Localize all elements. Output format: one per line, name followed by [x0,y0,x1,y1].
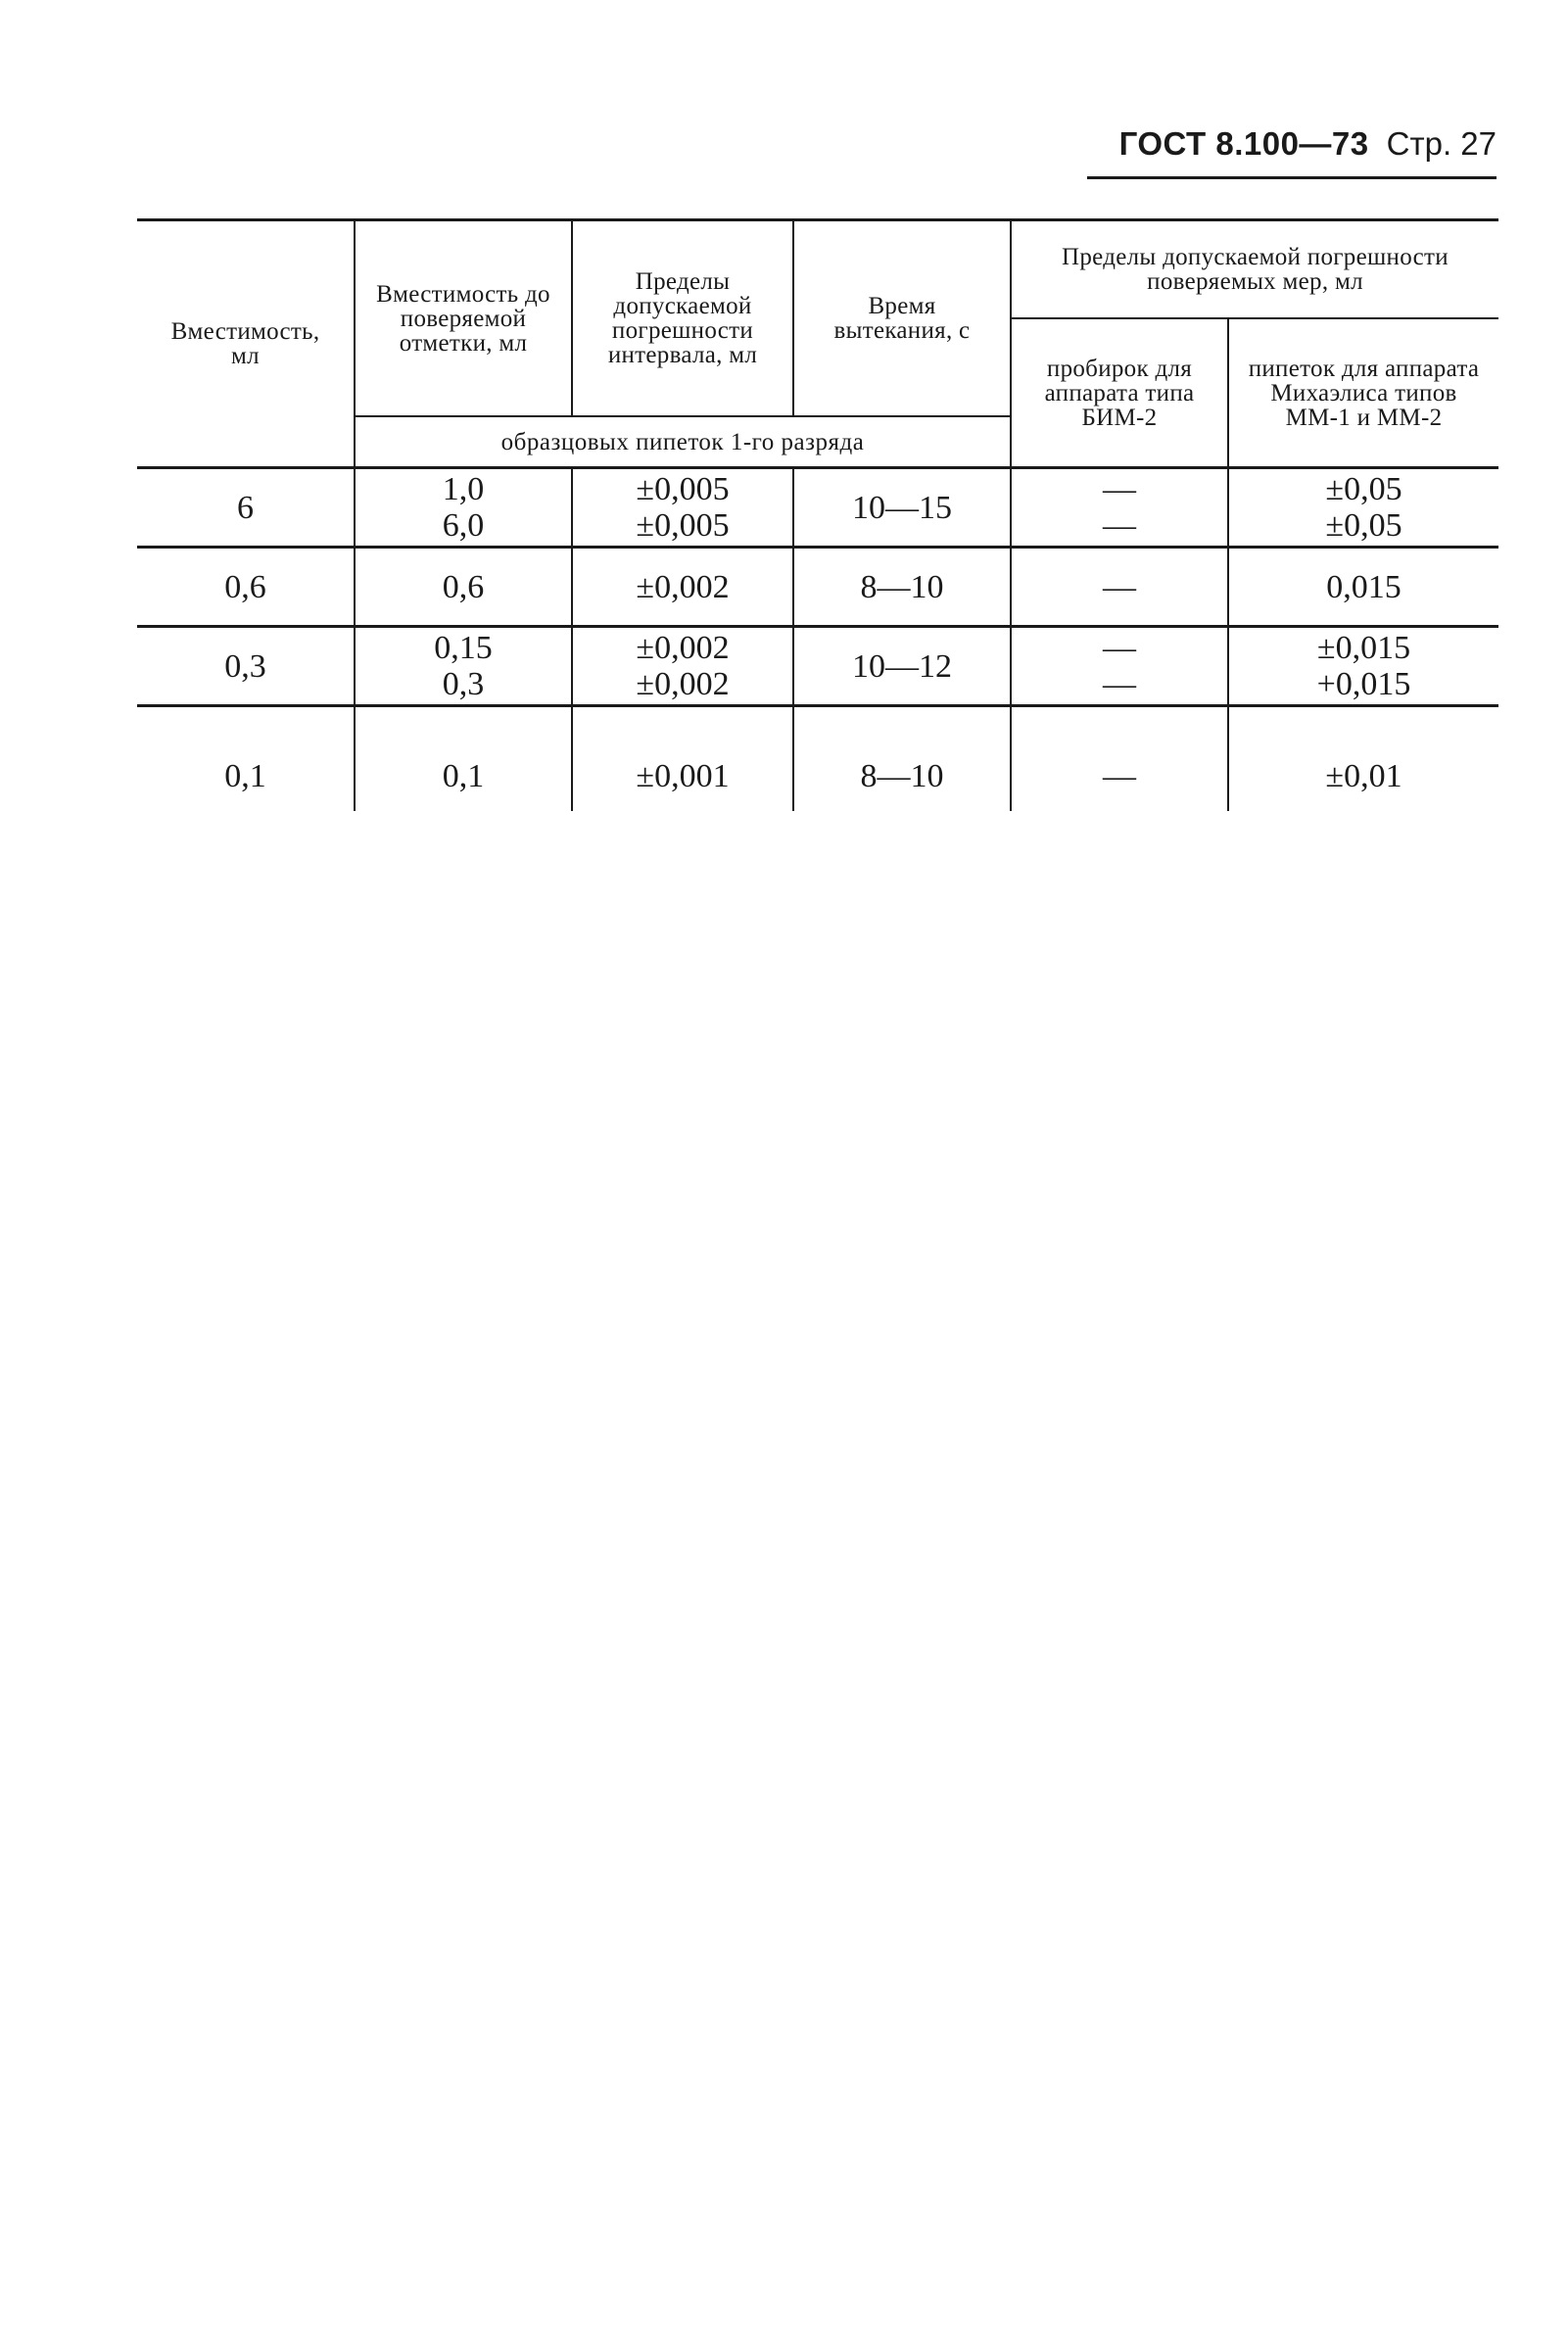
cell-value: 0,6 [442,568,485,605]
cell-value: ±0,002 [636,666,730,702]
col-header-outflow-time-label: Время вытекания, с [833,293,971,344]
table-body [137,468,1498,812]
cell-value: 0,15 [434,630,493,666]
table-row [137,706,1498,812]
cell-value: ±0,001 [636,757,730,794]
table-header [137,220,1498,468]
cell-capacity: 0,3 [137,627,355,706]
cell-value: 0,015 [1326,568,1402,605]
cell-pipettes [1228,468,1498,548]
col-header-pipettes-label: пипеток для аппарата Михаэлиса типов ММ-1 и ММ-2 [1248,355,1480,431]
cell-tubes [1011,548,1228,627]
col-header-pipettes [1228,318,1498,468]
cell-value: ±0,002 [636,568,730,605]
cell-tubes [1011,627,1228,706]
cell-tubes [1011,706,1228,812]
cell-tubes [1011,468,1228,548]
cell-capacity: 6 [137,468,355,548]
cell-value: ±0,005 [636,471,730,507]
cell-value: 0,1 [442,757,485,794]
cell-interval-error [572,706,793,812]
col-header-capacity [137,220,355,468]
cell-value: ±0,05 [1325,471,1402,507]
cell-pipettes [1228,627,1498,706]
col-header-tested-error-group [1011,220,1498,319]
col-header-reference-span: образцовых пипеток 1-го разряда [355,416,1011,468]
cell-value: ±0,002 [636,630,730,666]
cell-value: — [1103,666,1136,702]
header-rule [1087,176,1497,179]
col-header-outflow-time [793,220,1011,417]
cell-outflow-time: 8—10 [793,706,1011,812]
cell-value: ±0,01 [1325,757,1402,794]
cell-value: ±0,005 [636,507,730,544]
standard-number: ГОСТ 8.100—73 [1118,125,1369,162]
cell-value: 1,0 [442,471,485,507]
cell-value: 0,3 [442,666,485,702]
cell-to-mark [355,468,572,548]
cell-value: +0,015 [1316,666,1411,702]
page-header [1075,125,1497,163]
cell-outflow-time: 8—10 [793,548,1011,627]
cell-interval-error [572,627,793,706]
cell-value: — [1103,507,1136,544]
specification-table [137,218,1498,811]
page-number: Стр. 27 [1386,125,1497,162]
col-header-tested-error-group-label: Пределы допускаемой погрешности поверяемых мер, мл [1062,244,1449,295]
col-header-interval-error [572,220,793,417]
cell-to-mark [355,548,572,627]
col-header-interval-error-label: Пределы допускаемой погрешности интервала, мл [607,268,758,368]
cell-capacity: 0,6 [137,548,355,627]
cell-value: ±0,015 [1316,630,1411,666]
col-header-tubes-label: пробирок для аппарата типа БИМ-2 [1044,355,1195,431]
col-header-tubes [1011,318,1228,468]
cell-value: — [1103,568,1136,605]
table-row [137,627,1498,706]
cell-value: — [1103,630,1136,666]
cell-interval-error [572,468,793,548]
col-header-capacity-label: Вместимость, мл [170,318,320,369]
cell-value: ±0,05 [1325,507,1402,544]
cell-interval-error [572,548,793,627]
cell-outflow-time: 10—15 [793,468,1011,548]
table-row [137,548,1498,627]
col-header-capacity-to-mark [355,220,572,417]
cell-pipettes [1228,706,1498,812]
cell-capacity: 0,1 [137,706,355,812]
col-header-capacity-to-mark-label: Вместимость до поверяемой отметки, мл [376,280,550,357]
header-row-1 [137,220,1498,319]
cell-outflow-time: 10—12 [793,627,1011,706]
specification-table-wrapper [137,218,1498,811]
table-row [137,468,1498,548]
cell-value: — [1103,471,1136,507]
cell-to-mark [355,627,572,706]
cell-pipettes [1228,548,1498,627]
cell-value: 6,0 [442,507,485,544]
cell-value: — [1103,757,1136,794]
cell-to-mark [355,706,572,812]
